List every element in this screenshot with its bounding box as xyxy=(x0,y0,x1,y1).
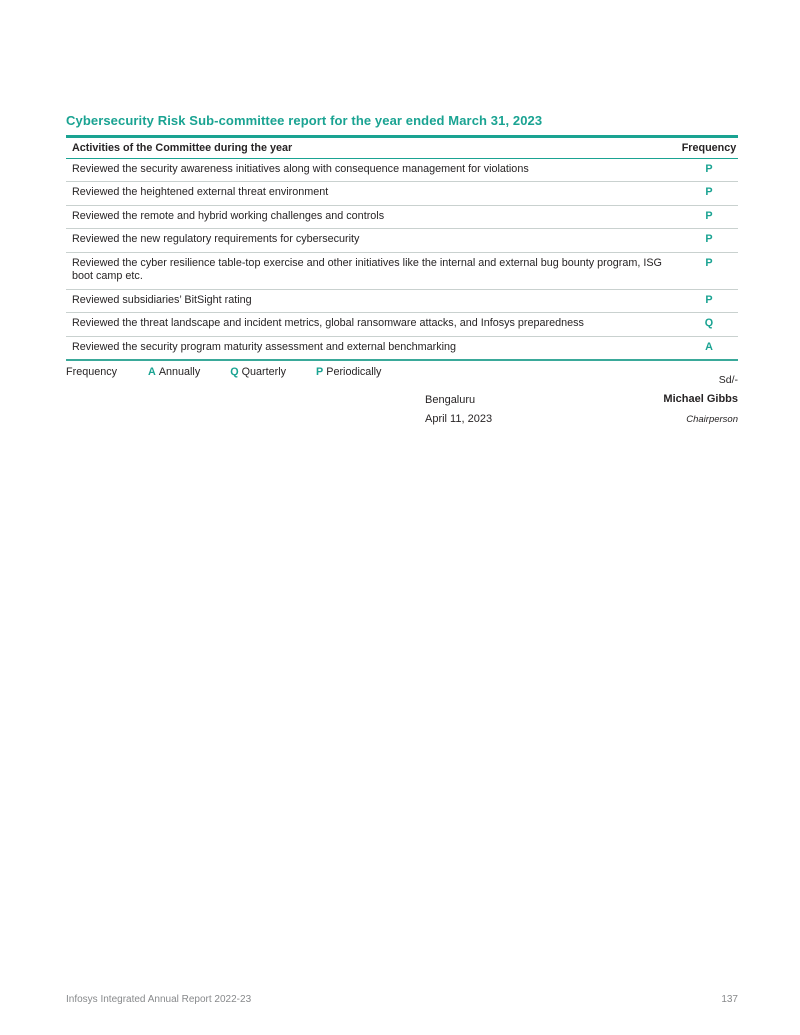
table-row xyxy=(66,252,738,289)
legend-item-label: Periodically xyxy=(326,366,382,379)
frequency-cell: P xyxy=(680,182,738,205)
frequency-cell: A xyxy=(680,336,738,360)
page-footer xyxy=(66,994,738,1005)
footer-report-title: Infosys Integrated Annual Report 2022-23 xyxy=(66,994,252,1005)
table-row xyxy=(66,289,738,312)
frequency-cell: P xyxy=(680,229,738,252)
legend-item-label: Annually xyxy=(158,366,201,379)
activity-cell: Reviewed the remote and hybrid working challenges and controls xyxy=(66,205,680,228)
legend-key: A xyxy=(148,366,156,379)
activity-cell: Reviewed the new regulatory requirements for cybersecurity xyxy=(66,229,680,252)
frequency-cell: P xyxy=(680,159,738,182)
legend-item xyxy=(230,366,286,378)
table-row xyxy=(66,182,738,205)
signature-date: April 11, 2023 xyxy=(425,413,493,425)
table-header-row xyxy=(66,137,738,159)
frequency-cell: P xyxy=(680,205,738,228)
report-content xyxy=(66,113,738,378)
activity-cell: Reviewed the heightened external threat environment xyxy=(66,182,680,205)
column-header-activities: Activities of the Committee during the year xyxy=(66,137,680,159)
signature-name: Michael Gibbs xyxy=(663,393,738,405)
activity-cell: Reviewed the security program maturity assessment and external benchmarking xyxy=(66,336,680,360)
table-row xyxy=(66,229,738,252)
signature-place: Bengaluru xyxy=(425,394,476,406)
footer-page-number: 137 xyxy=(721,994,738,1005)
legend-key: Q xyxy=(230,366,239,379)
signature-role: Chairperson xyxy=(686,414,738,425)
legend-item xyxy=(316,366,381,378)
activity-cell: Reviewed the threat landscape and incident metrics, global ransomware attacks, and Infosys preparedness xyxy=(66,313,680,336)
table-row xyxy=(66,205,738,228)
signature-sd: Sd/- xyxy=(718,374,738,386)
table-row xyxy=(66,336,738,360)
legend-label: Frequency xyxy=(66,366,118,379)
legend-key: P xyxy=(316,366,324,379)
activity-cell: Reviewed subsidiaries’ BitSight rating xyxy=(66,289,680,312)
frequency-legend xyxy=(66,366,738,378)
legend-items xyxy=(148,366,411,378)
legend-item xyxy=(148,366,200,378)
activities-table-body xyxy=(66,159,738,361)
frequency-cell: Q xyxy=(680,313,738,336)
section-title: Cybersecurity Risk Sub-committee report for the year ended March 31, 2023 xyxy=(66,113,543,128)
activity-cell: Reviewed the security awareness initiatives along with consequence management for violations xyxy=(66,159,680,182)
frequency-cell: P xyxy=(680,252,738,289)
activities-table xyxy=(66,135,738,361)
activity-cell: Reviewed the cyber resilience table-top exercise and other initiatives like the internal and external bug bounty program, ISG boot camp etc. xyxy=(66,252,680,289)
column-header-frequency: Frequency xyxy=(680,137,738,159)
frequency-cell: P xyxy=(680,289,738,312)
legend-item-label: Quarterly xyxy=(241,366,287,379)
table-row xyxy=(66,313,738,336)
table-row xyxy=(66,159,738,182)
